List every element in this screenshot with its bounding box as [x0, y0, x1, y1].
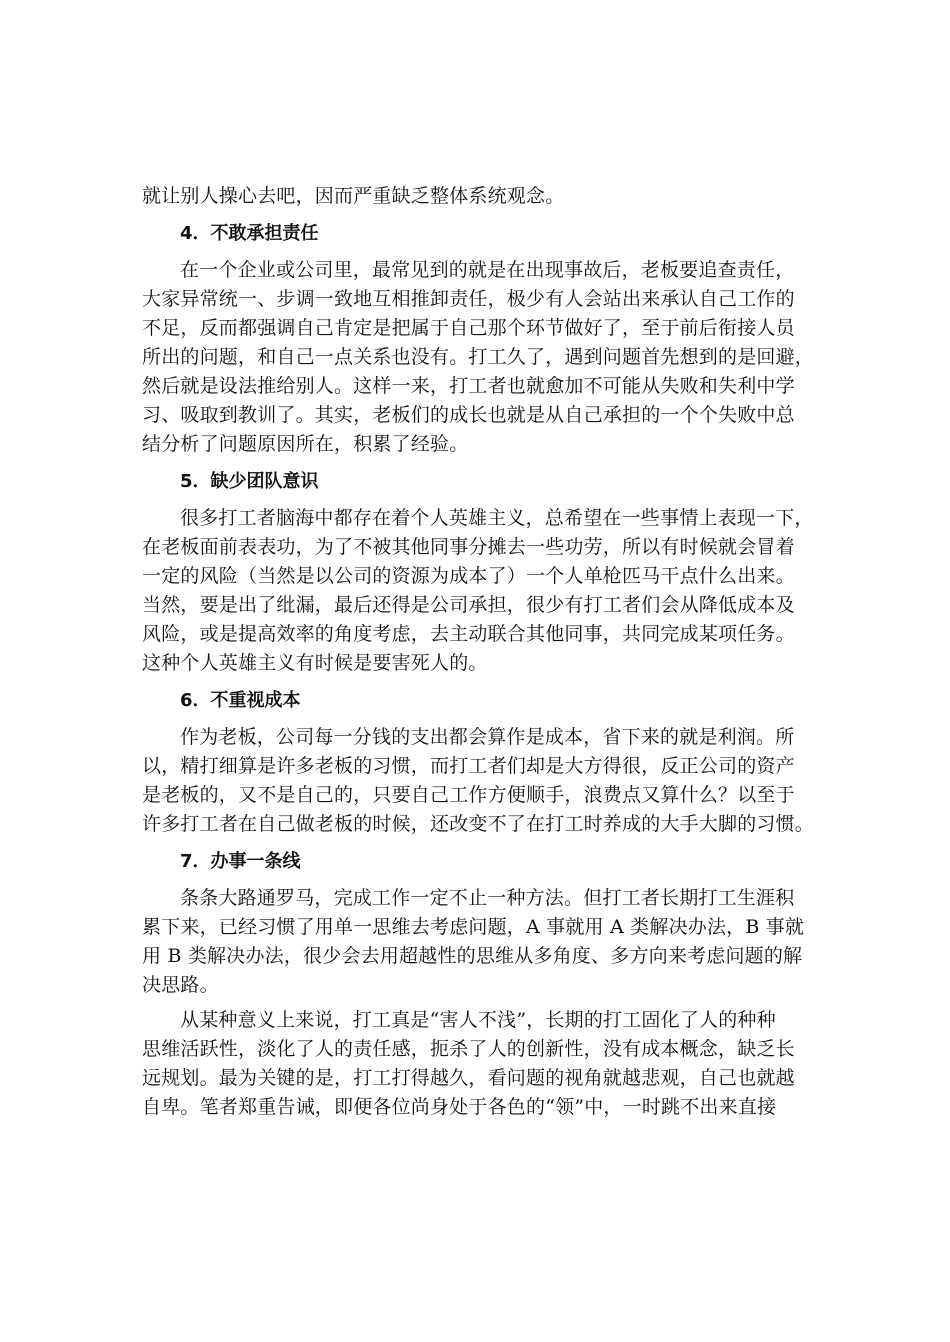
text-line: 远规划。最为关键的是，打工打得越久，看问题的视角就越悲观，自己也就越: [142, 1067, 795, 1089]
text-line: 累下来，已经习惯了用单一思维去考虑问题，A 事就用 A 类解决办法，B 事就: [142, 916, 805, 938]
text-line: 决思路。: [142, 974, 219, 996]
text-line: 这种个人英雄主义有时候是要害死人的。: [142, 652, 488, 674]
intro-tail-line: 就让别人操心去吧，因而严重缺乏整体系统观念。: [142, 185, 565, 207]
text-line: 很多打工者脑海中都存在着个人英雄主义，总希望在一些事情上表现一下，: [180, 507, 814, 529]
text-line: 大家异常统一、步调一致地互相推卸责任，极少有人会站出来承认自己工作的: [142, 288, 795, 310]
text-line: 在一个企业或公司里，最常见到的就是在出现事故后，老板要追查责任，: [180, 259, 795, 281]
section-heading-5: 5．缺少团队意识: [180, 471, 319, 492]
text-line: 思维活跃性，淡化了人的责任感，扼杀了人的创新性，没有成本概念，缺乏长: [142, 1038, 795, 1060]
section-7-paragraph-2: [142, 1006, 810, 1122]
document-body: [142, 182, 815, 1128]
text-line: 自卑。笔者郑重告诫，即便各位尚身处于各色的“领”中，一时跳不出来直接: [142, 1096, 777, 1118]
section-heading-7: 7．办事一条线: [180, 851, 301, 872]
section-heading-6: 6．不重视成本: [180, 690, 301, 711]
section-6-paragraph: [142, 723, 815, 839]
section-heading-4: 4．不敢承担责任: [180, 223, 319, 244]
text-line: 在老板面前表表功，为了不被其他同事分摊去一些功劳，所以有时候就会冒着: [142, 536, 795, 558]
section-4-paragraph: [142, 256, 815, 459]
section-5-paragraph: [142, 504, 814, 678]
text-line: 习、吸取到教训了。其实，老板们的成长也就是从自己承担的一个个失败中总: [142, 404, 795, 426]
text-line: 风险，或是提高效率的角度考虑，去主动联合其他同事，共同完成某项任务。: [142, 623, 795, 645]
section-7-paragraph-1: [142, 884, 810, 1000]
text-line: 不足，反而都强调自己肯定是把属于自己那个环节做好了，至于前后衔接人员: [142, 317, 795, 339]
text-line: 许多打工者在自己做老板的时候，还改变不了在打工时养成的大手大脚的习惯。: [142, 813, 815, 835]
text-line: 从某种意义上来说，打工真是“害人不浅”，长期的打工固化了人的种种: [180, 1009, 776, 1031]
text-line: 用 B 类解决办法，很少会去用超越性的思维从多角度、多方向来考虑问题的解: [142, 945, 803, 967]
text-line: 一定的风险（当然是以公司的资源为成本了）一个人单枪匹马干点什么出来。: [142, 565, 795, 587]
text-line: 是老板的，又不是自己的，只要自己工作方便顺手，浪费点又算什么？以至于: [142, 784, 795, 806]
text-line: 作为老板，公司每一分钱的支出都会算作是成本，省下来的就是利润。所: [180, 726, 795, 748]
text-line: 结分析了问题原因所在，积累了经验。: [142, 433, 469, 455]
text-line: 所出的问题，和自己一点关系也没有。打工久了，遇到问题首先想到的是回避，: [142, 346, 815, 368]
text-line: 以，精打细算是许多老板的习惯，而打工者们却是大方得很，反正公司的资产: [142, 755, 795, 777]
text-line: 条条大路通罗马，完成工作一定不止一种方法。但打工者长期打工生涯积: [180, 887, 795, 909]
text-line: 然后就是设法推给别人。这样一来，打工者也就愈加不可能从失败和失利中学: [142, 375, 795, 397]
text-line: 当然，要是出了纰漏，最后还得是公司承担，很少有打工者们会从降低成本及: [142, 594, 795, 616]
